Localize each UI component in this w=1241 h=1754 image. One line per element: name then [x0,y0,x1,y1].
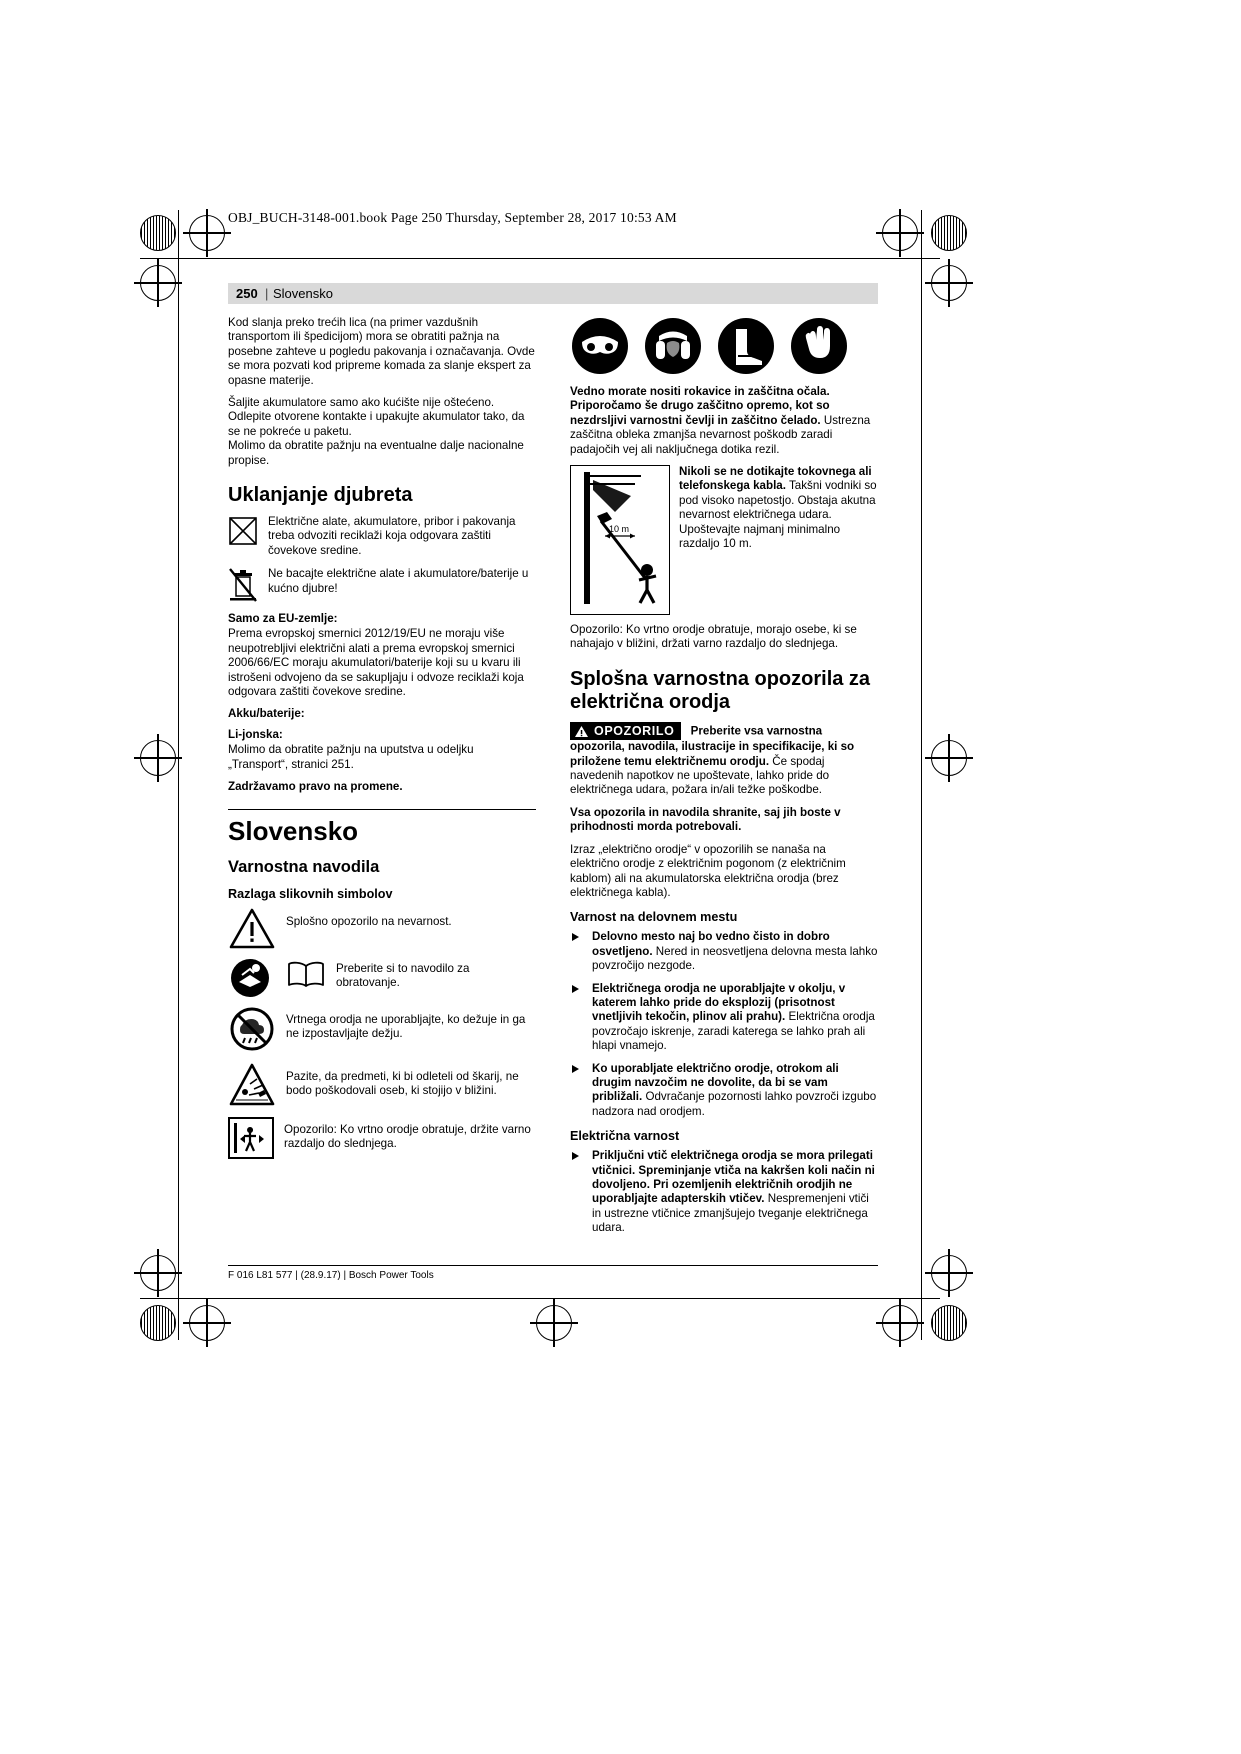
general-warning-triangle-icon [228,907,276,951]
registration-halftone-top-left [140,215,176,251]
crossed-wheelie-bin-icon [228,515,258,549]
thrown-objects-icon [228,1062,276,1108]
work-area-safety-list [570,930,878,1119]
page-header-language: Slovensko [273,286,333,301]
disposal-no-household-text: Ne bacajte električne alate i akumulatore/baterije u kućno djubre! [268,567,529,595]
paragraph-read-all-warnings [570,722,878,798]
list-item-rest: Nered in neosvetljena delovna mesta lahko povzročijo nezgode. [592,944,878,973]
registration-target-mid-left [140,265,176,301]
heading-li-ion: Li-jonska: [228,728,283,742]
registration-target-center-right [931,740,967,776]
paragraph-battery-shipping: Šaljite akumulatore samo ako kućište nije oštećeno. Odlepite otvorene kontakte i upakujte akumulator tako, da se ne pokreće u paketu. [228,396,525,438]
document-page [228,210,878,1300]
registration-target-mid-right [931,265,967,301]
crossed-out-bin-icon [228,567,258,603]
paragraph-rights-reserved: Zadržavamo pravo na promene. [228,780,403,794]
heading-symbol-explanation: Razlaga slikovnih simbolov [228,886,393,901]
registration-target-bottom-center [536,1305,572,1341]
list-item-rest: Nespremenjeni vtiči in ustrezne vtičnice zmanjšujejo tveganje električnega udara. [592,1192,869,1235]
symbol-row-keep-distance [228,1117,536,1159]
list-item-rest: Odvračanje pozornosti lahko povzroči izgubo nadzora nad orodjem. [592,1090,877,1118]
bullet-triangle-icon [572,933,579,941]
heading-work-area-safety: Varnost na delovnem mestu [570,910,738,925]
warning-badge-label: OPOZORILO [594,723,675,738]
read-manual-icon [228,955,276,1001]
heading-electrical-safety: Električna varnost [570,1129,680,1144]
registration-target-lower-left [140,1255,176,1291]
page-number: 250 [236,286,258,301]
bullet-triangle-icon [572,985,579,993]
registration-target-lower-right [931,1255,967,1291]
power-line-illustration [570,465,670,615]
bullet-triangle-icon [572,1065,579,1073]
page-header-separator: | [265,286,269,301]
section-divider [228,809,536,810]
list-item-rest: Električna orodja povzročajo iskrenje, zaradi katerega se lahko prah ali hlapi vnamejo. [592,1010,875,1053]
heading-akku: Akku/baterije: [228,707,305,721]
disposal-recycle-text: Električne alate, akumulatore, pribor i pakovanja treba odvoziti reciklaži koja odgovara zaštiti čovekove sredine. [268,515,516,557]
disposal-recycle-row [228,515,536,558]
language-section-title: Slovensko [228,815,359,846]
registration-target-bottom-right [882,1305,918,1341]
list-item [570,982,878,1054]
left-column [228,316,536,1168]
registration-halftone-bottom-left [140,1305,176,1341]
gloves-icon [789,316,849,376]
list-item [570,1062,878,1120]
page-header-bar [228,283,878,304]
warning-triangle-icon [574,725,589,738]
list-item-bold: Električnega orodja ne uporabljajte v okolju, v katerem lahko pride do eksplozij (prisotnost vnetljivih tekočin, plinov ali prahu). [592,981,846,1024]
ppe-bold-text: Vedno morate nositi rokavice in zaščitna očala. Priporočamo še drugo zaščitno opremo, kot so nezdrsljivi varnostni čevlji in zaščitno čelado. [570,385,830,427]
symbol-row-thrown-objects [228,1062,536,1108]
paragraph-power-tool-definition: Izraz „električno orodje“ v opozorilih se nanaša na električno orodje z električnim pogonom (z električnim kablom) ali na akumulatorska električna orodja (brez električnega kabla). [570,842,846,899]
power-line-rest: Takšni vodniki so pod visoko napetostjo. Obstaja akutna nevarnost električnega udara. Upoštevajte najmanj minimalno razdaljo 10 m. [679,479,877,551]
list-item-bold: Delovno mesto naj bo vedno čisto in dobro osvetljeno. [592,930,830,958]
ppe-rest-text: Ustrezna zaščitna obleka zmanjša nevarnost poškodb zaradi padajočih vej ali naključnega dotika rezil. [570,413,871,456]
registration-halftone-top-right [931,215,967,251]
warning-badge [570,722,681,740]
open-book-icon [286,961,326,989]
heading-safety-instructions: Varnostna navodila [228,857,380,876]
page-footer: F 016 L81 577 | (28.9.17) | Bosch Power Tools [228,1265,878,1281]
electrical-safety-list [570,1149,878,1235]
paragraph-li-ion-transport: Molimo da obratite pažnju na uputstva u odeljku „Transport“, stranici 251. [228,743,474,771]
paragraph-keep-warnings: Vsa opozorila in navodila shranite, saj jih boste v prihodnosti morda potrebovali. [570,805,841,834]
right-column [570,316,878,1244]
symbol-text-general-warning: Splošno opozorilo na nevarnost. [286,914,452,928]
symbol-row-general-warning [228,907,536,951]
registration-target-bottom-left [189,1305,225,1341]
keep-distance-icon [228,1117,274,1159]
power-line-bold: Nikoli se ne dotikajte tokovnega ali telefonskega kabla. [679,465,872,493]
disposal-no-household-row [228,567,536,603]
symbol-text-read-manual: Preberite si to navodilo za obratovanje. [336,961,470,989]
paragraph-eu-directive: Prema evropskoj smernici 2012/19/EU ne moraju više neupotrebljivi električni alati a prema evropskoj smernici 2006/66/EC moraju akumulatori/baterije koji su u kvaru ili istrošeni odvojeno da se sakupljaju i odvoze reciklaži koja odgovara zaštiti čovekove sredine. [228,627,524,698]
list-item-bold: Priključni vtič električnega orodja se mora prilegati vtičnici. Spreminjanje vtiča na kakršen koli način ni dovoljeno. Pri ozemljenih električnih orodjih ne uporabljajte adapterskih vtičev. [592,1149,875,1206]
list-item-bold: Ko uporabljate električno orodje, otrokom ali drugim navzočim ne dovolite, da bi se vam približali. [592,1061,839,1104]
crop-mark-left [178,210,179,1340]
registration-target-top-right [882,215,918,251]
safety-boots-icon [716,316,776,376]
paragraph-transport-third-party: Kod slanja preko trećih lica (na primer vazdušnih transportom ili špedicijom) mora se obratiti pažnja na posebne zahteve u pogledu pakovanja i označavanja. Ovde se mora pozvati kod pripreme komada za slanje ekspert za opasne materije. [228,316,535,387]
illustration-distance-label: 10 m [609,524,630,535]
list-item [570,930,878,973]
face-shield-icon [570,316,630,376]
symbol-text-no-rain: Vrtnega orodja ne uporabljajte, ko dežuje in ga ne izpostavljajte dežju. [286,1012,526,1040]
list-item [570,1149,878,1235]
paragraph-ppe [570,385,878,457]
ppe-icon-row [570,316,878,376]
crop-mark-right [921,210,922,1340]
heading-eu-only: Samo za EU-zemlje: [228,612,338,626]
general-warning-rest-1: Če spodaj navedenih napotkov ne upoštevate, lahko pride do električnega udara, požara in/ali težke poškodbe. [570,754,830,797]
general-warning-bold-1: Preberite vsa varnostna opozorila, navodila, ilustracije in specifikacije, ki so priložene temu električnemu orodju. [570,724,855,768]
symbol-row-read-manual [228,955,536,1001]
bullet-triangle-icon [572,1152,579,1160]
symbol-row-no-rain [228,1005,536,1053]
power-line-warning-block [570,465,878,615]
heading-disposal: Uklanjanje djubreta [228,484,413,507]
symbol-text-keep-distance: Opozorilo: Ko vrtno orodje obratuje, držite varno razdaljo do slednjega. [284,1122,531,1150]
registration-halftone-bottom-right [931,1305,967,1341]
ear-protection-icon [643,316,703,376]
paragraph-bystander-distance: Opozorilo: Ko vrtno orodje obratuje, morajo osebe, ki se nahajajo v bližini, držati varno razdaljo do slednjega. [570,623,857,651]
symbol-text-thrown-objects: Pazite, da predmeti, ki bi odleteli od škarij, ne bodo poškodovali oseb, ki stojijo v bližini. [286,1069,519,1097]
no-rain-icon [228,1005,276,1053]
registration-target-top-left [189,215,225,251]
paragraph-national-regulations: Molimo da obratite pažnju na eventualne dalje nacionalne propise. [228,439,524,467]
file-header-line: OBJ_BUCH-3148-001.book Page 250 Thursday, September 28, 2017 10:53 AM [228,210,677,225]
heading-general-power-tool-warnings: Splošna varnostna opozorila za električna orodja [570,667,871,713]
registration-target-center-left [140,740,176,776]
power-line-warning-text [679,465,878,551]
